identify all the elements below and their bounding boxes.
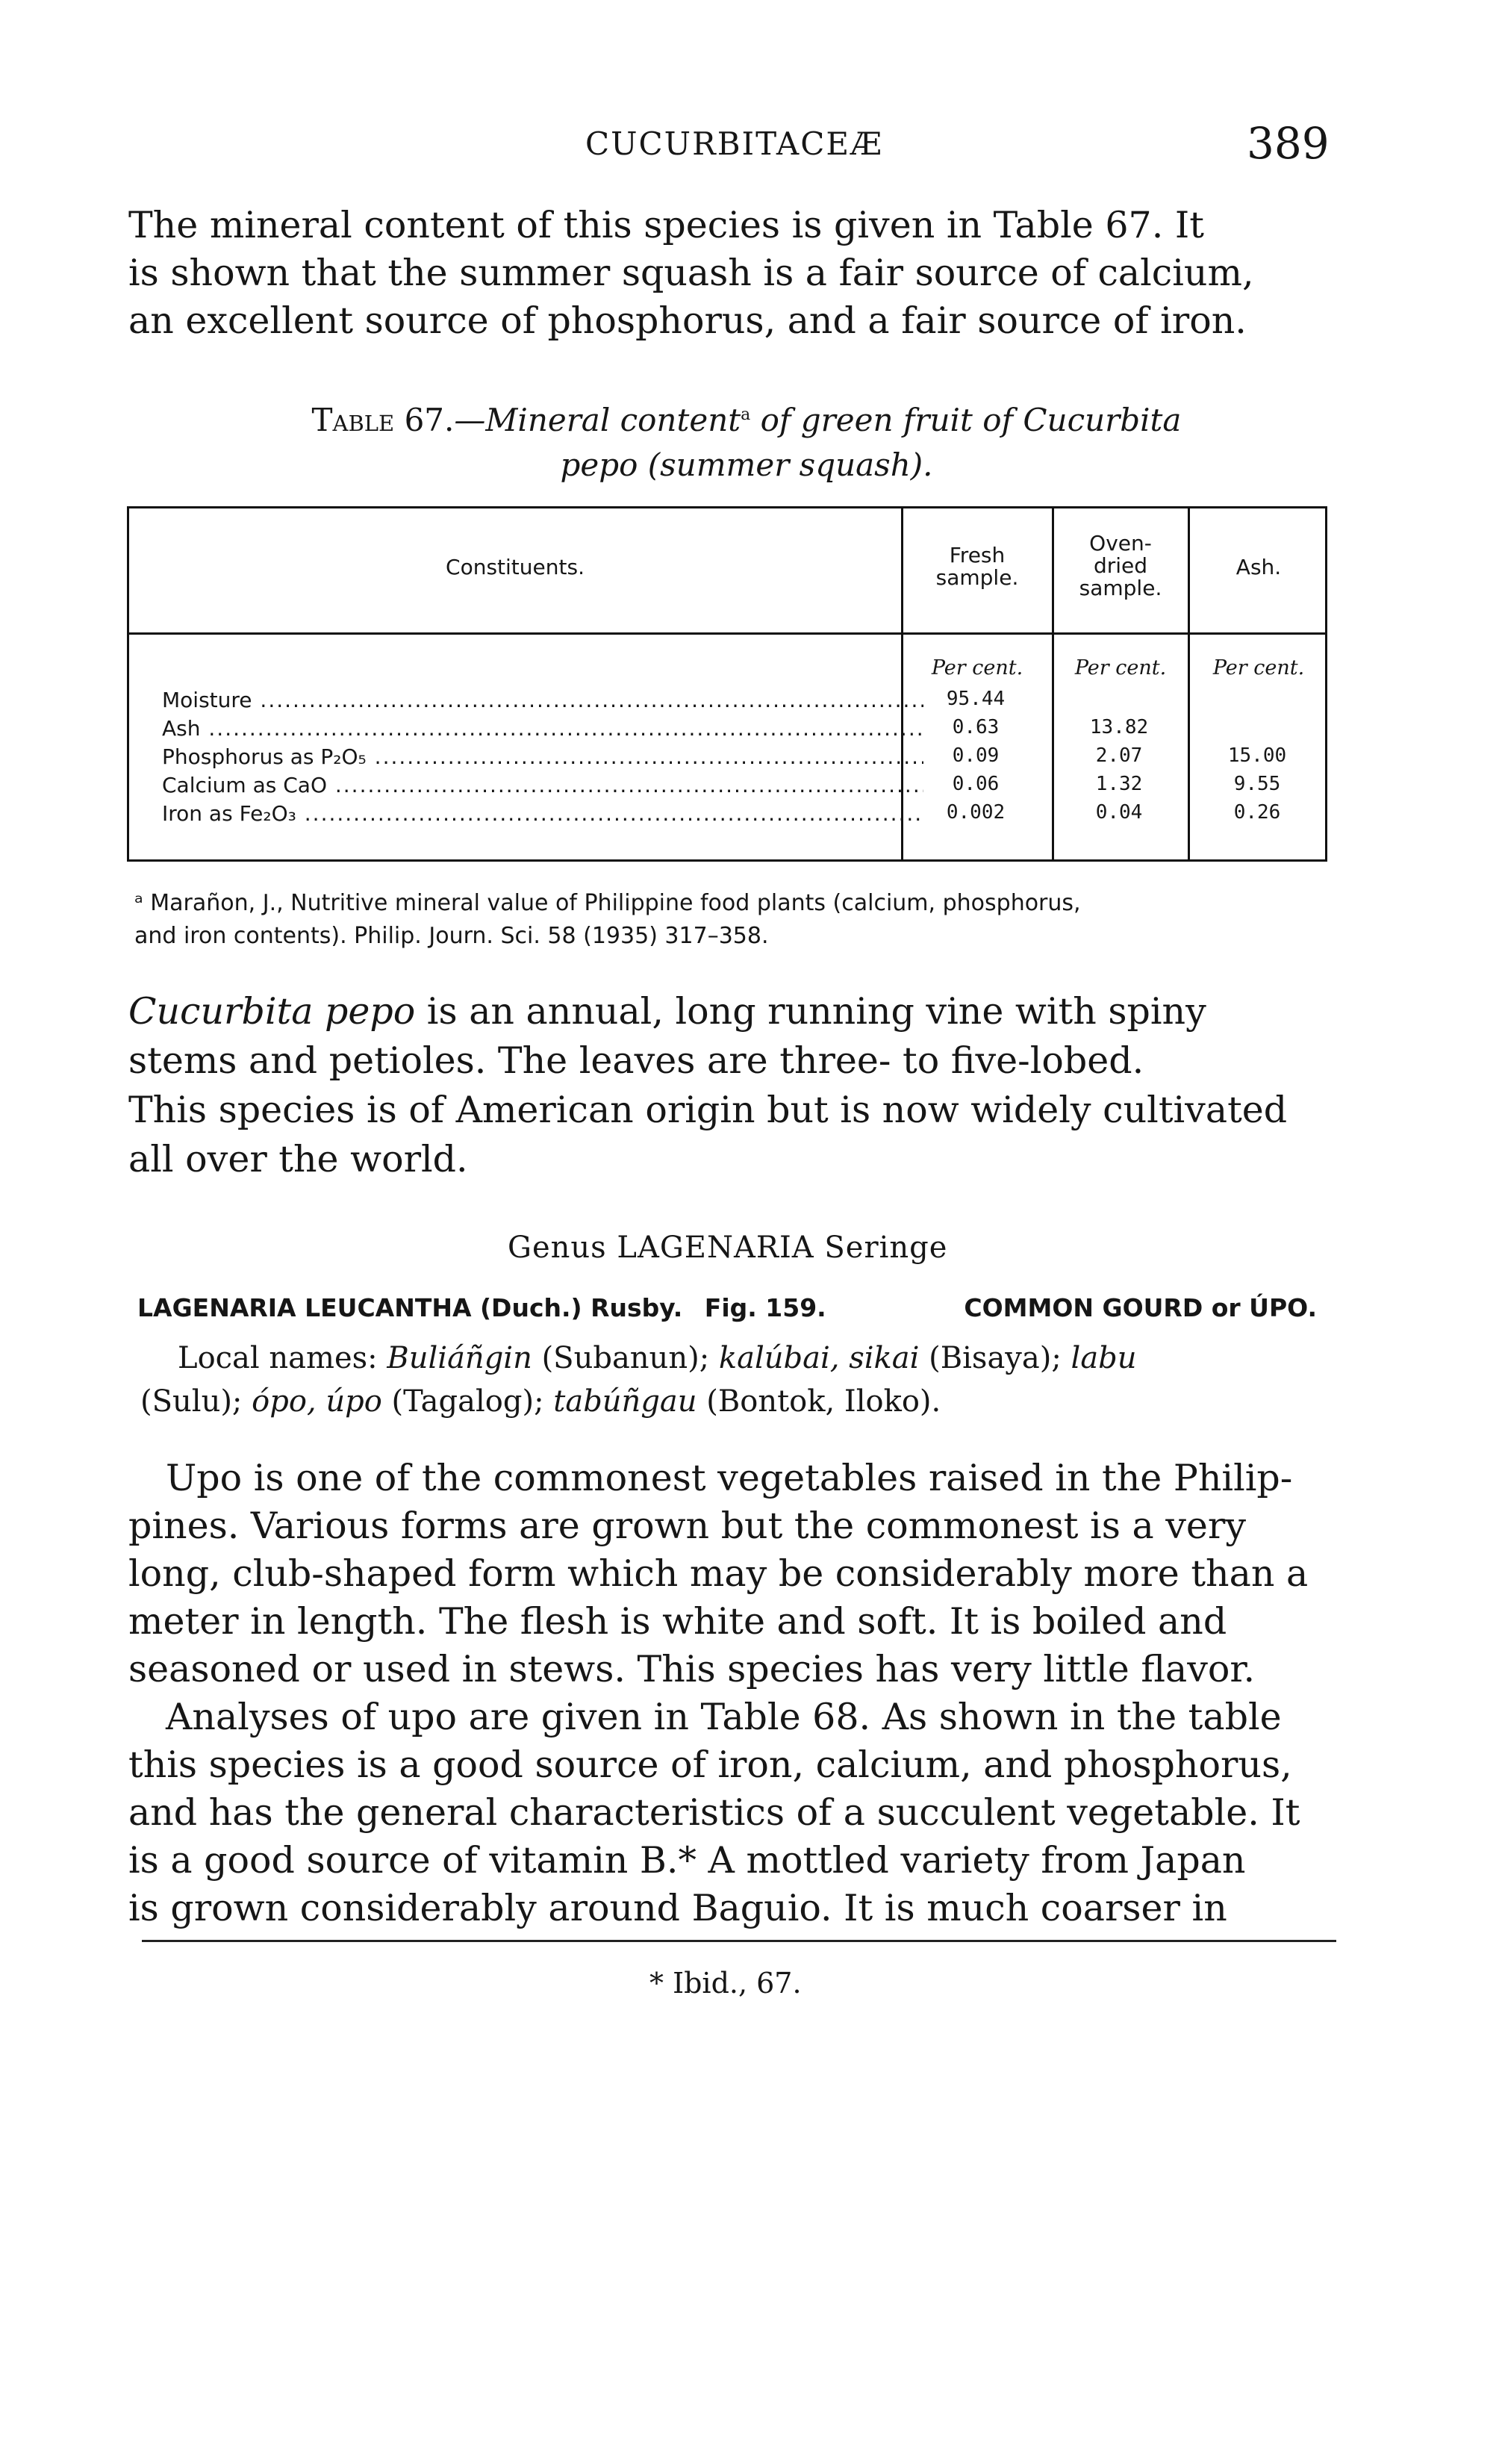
header-line: Fresh: [949, 543, 1006, 567]
language-note: (Tagalog);: [381, 1384, 554, 1419]
text-line: and has the general characteristics of a succulent vegetable. It: [128, 1791, 1300, 1834]
unit-label: Per cent.: [1074, 656, 1167, 679]
mineral-content-table: [127, 506, 1327, 862]
local-name: labu: [1071, 1341, 1137, 1375]
table-row: [162, 773, 1333, 798]
page-number: 389: [1247, 118, 1330, 169]
analyses-paragraph: [128, 1693, 1330, 1932]
text-line: Upo is one of the commonest vegetables raised in the Philip-: [166, 1457, 1293, 1499]
local-name: tabúñgau: [553, 1384, 697, 1419]
header-fresh-sample: [903, 544, 1052, 589]
genus-heading: Genus LAGENARIA Seringe: [508, 1231, 948, 1265]
text-line: all over the world.: [128, 1138, 468, 1180]
footnote-line: and iron contents). Philip. Journ. Sci. 58 (1935) 317–358.: [134, 923, 769, 949]
local-name: ópo, úpo: [252, 1384, 382, 1419]
text-line: is an annual, long running vine with spiny: [415, 990, 1206, 1033]
footnote-rule: [142, 1940, 1336, 1942]
text-line: The mineral content of this species is given in Table 67. It: [128, 204, 1204, 246]
cell-ash: 15.00: [1227, 744, 1287, 767]
language-note: (Sulu);: [140, 1384, 252, 1419]
unit-label: Per cent.: [931, 656, 1023, 679]
figure-ref: Fig. 159.: [704, 1293, 826, 1322]
table-caption: [224, 393, 1269, 488]
table-row: [162, 744, 1333, 770]
text-line: this species is a good source of iron, calcium, and phosphorus,: [128, 1743, 1292, 1786]
header-line: dried: [1093, 553, 1148, 578]
cell-fresh: 0.06: [952, 773, 1000, 795]
header-ash: Ash.: [1235, 555, 1282, 579]
species-binomial: LAGENARIA LEUCANTHA (Duch.) Rusby.: [137, 1293, 683, 1322]
footnote-line: ᵃ Marañon, J., Nutritive mineral value of Philippine food plants (calcium, phosphorus,: [134, 890, 1081, 916]
text-line: is a good source of vitamin B.* A mottled variety from Japan: [128, 1839, 1246, 1882]
row-label: Iron as Fe₂O₃ .....: [162, 801, 923, 826]
footnote-marker: a: [741, 405, 751, 424]
caption-text-cont: of green fruit of Cucurbita: [750, 402, 1182, 438]
species-name: Cucurbita pepo: [128, 990, 416, 1033]
cell-oven: 0.04: [1095, 801, 1143, 824]
text-line: stems and petioles. The leaves are three- to five-lobed.: [128, 1039, 1144, 1082]
text-line: is shown that the summer squash is a fair source of calcium,: [128, 252, 1254, 294]
text-line: meter in length. The flesh is white and soft. It is boiled and: [128, 1600, 1227, 1643]
text-line: long, club-shaped form which may be considerably more than a: [128, 1552, 1309, 1595]
cell-fresh: 0.09: [952, 744, 1000, 767]
common-name: COMMON GOURD or ÚPO.: [964, 1293, 1317, 1322]
language-note: (Bontok, Iloko).: [697, 1384, 941, 1419]
row-label: Ash .....: [162, 716, 923, 741]
species-entry: [137, 1293, 1332, 1322]
cell-oven: 13.82: [1089, 716, 1149, 738]
row-label: Phosphorus as P₂O₅ .....: [162, 744, 923, 769]
unit-label: Per cent.: [1212, 656, 1305, 679]
cell-fresh: 0.63: [952, 716, 1000, 738]
intro-paragraph: [128, 202, 1330, 345]
language-note: (Bisaya);: [919, 1341, 1071, 1375]
header-constituents: Constituents.: [446, 555, 585, 579]
local-names-label: Local names:: [178, 1341, 387, 1375]
page-footnote: * Ibid., 67.: [649, 1967, 802, 2000]
text-line: Analyses of upo are given in Table 68. As shown in the table: [166, 1696, 1282, 1738]
row-label: Calcium as CaO .....: [162, 773, 923, 797]
text-line: an excellent source of phosphorus, and a fair source of iron.: [128, 299, 1247, 342]
local-names: [140, 1337, 1332, 1423]
cell-oven: 2.07: [1095, 744, 1143, 767]
local-name: kalúbai, sikai: [718, 1341, 920, 1375]
pepo-paragraph: [128, 987, 1330, 1184]
row-label: Moisture .....: [162, 688, 923, 712]
local-name: Buliáñgin: [387, 1341, 532, 1375]
cell-oven: 1.32: [1095, 773, 1143, 795]
header-oven-dried: [1053, 532, 1188, 600]
caption-text: —Mineral content: [454, 402, 741, 438]
table-label: Table 67.: [311, 402, 455, 438]
header-line: Oven-: [1089, 531, 1152, 556]
header-line: sample.: [935, 565, 1019, 590]
text-line: pines. Various forms are grown but the commonest is a very: [128, 1505, 1247, 1547]
cell-ash: 9.55: [1233, 773, 1281, 795]
cell-ash: 0.26: [1233, 801, 1281, 824]
text-line: This species is of American origin but is now widely cultivated: [128, 1089, 1288, 1131]
text-line: is grown considerably around Baguio. It is much coarser in: [128, 1887, 1227, 1929]
running-title: CUCURBITACEÆ: [585, 125, 884, 162]
table-row: [162, 801, 1333, 827]
text-line: seasoned or used in stews. This species has very little flavor.: [128, 1648, 1256, 1690]
cell-fresh: 95.44: [946, 688, 1006, 710]
table-footnote: [134, 887, 1329, 953]
language-note: (Subanun);: [532, 1341, 719, 1375]
caption-line-2: pepo (summer squash).: [560, 447, 933, 483]
table-row: [162, 688, 1333, 713]
upo-paragraph: [128, 1455, 1330, 1693]
table-row: [162, 716, 1333, 741]
header-line: sample.: [1079, 576, 1162, 600]
cell-fresh: 0.002: [946, 801, 1006, 824]
